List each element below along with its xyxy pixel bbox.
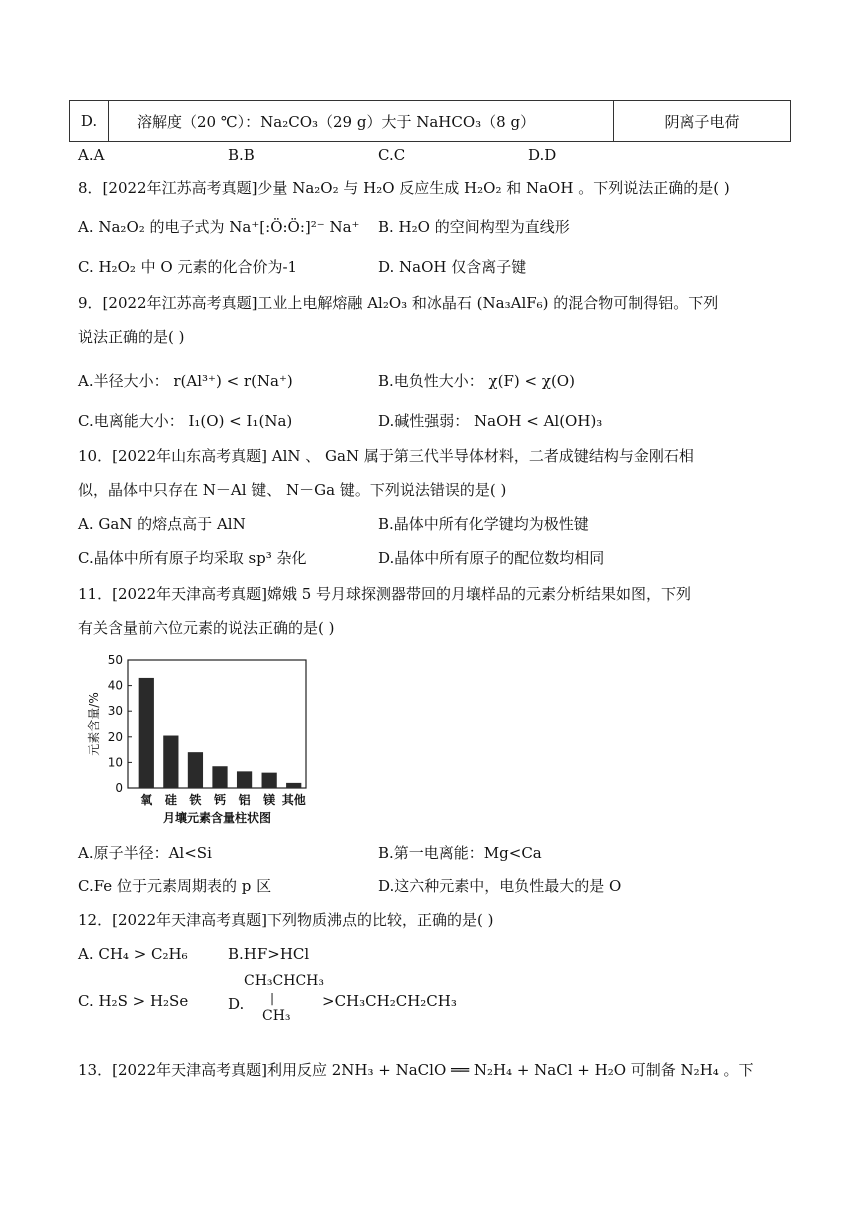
q7-option-c: C.C xyxy=(378,146,406,164)
q13-stem: 13．[2022年天津高考真题]利用反应 2NH₃ + NaClO ══ N₂H₄ + NaCl + H₂O 可制备 N₂H₄ 。下 xyxy=(78,1061,754,1079)
y-tick-label: 20 xyxy=(107,729,123,744)
x-tick-label: 镁 xyxy=(263,793,276,807)
bar-2 xyxy=(188,752,203,788)
q9-option-a: A.半径大小： r(Al³⁺) < r(Na⁺) xyxy=(78,372,293,390)
y-tick-label: 50 xyxy=(107,653,123,667)
q7-option-a: A.A xyxy=(78,146,105,164)
lunar-soil-bar-chart xyxy=(78,650,318,830)
q10-stem-line1: 10．[2022年山东高考真题] AlN 、 GaN 属于第三代半导体材料，二者成键结构与金刚石相 xyxy=(78,447,694,465)
q11-option-a: A.原子半径：Al<Si xyxy=(78,844,212,862)
q12-option-d-branch: CH₃ xyxy=(262,1008,291,1024)
q9-stem-line1: 9．[2022年江苏高考真题]工业上电解熔融 Al₂O₃ 和冰晶石 (Na₃AlF₆) 的混合物可制得铝。下列 xyxy=(78,294,719,312)
x-tick-label: 硅 xyxy=(164,793,177,807)
q8-option-a: A. Na₂O₂ 的电子式为 Na⁺[:Ö:Ö:]²⁻ Na⁺ xyxy=(78,218,360,236)
q12-option-a: A. CH₄ > C₂H₆ xyxy=(78,945,188,963)
bar-6 xyxy=(286,783,301,788)
q12-option-b: B.HF>HCl xyxy=(228,945,310,963)
table-cell-label: D. xyxy=(70,101,109,142)
q11-option-c: C.Fe 位于元素周期表的 p 区 xyxy=(78,877,272,895)
answer-table xyxy=(69,100,791,142)
q9-option-c: C.电离能大小： I₁(O) < I₁(Na) xyxy=(78,412,293,430)
bar-1 xyxy=(163,736,178,788)
x-tick-label: 氧 xyxy=(140,793,153,807)
q12-option-d-chain: CH₃CHCH₃ xyxy=(244,973,324,989)
bar-3 xyxy=(212,766,227,788)
q12-stem: 12．[2022年天津高考真题]下列物质沸点的比较，正确的是( ) xyxy=(78,911,494,929)
bar-5 xyxy=(262,773,277,788)
q7-option-b: B.B xyxy=(228,146,255,164)
x-tick-label: 其他 xyxy=(281,793,306,807)
q10-option-d: D.晶体中所有原子的配位数均相同 xyxy=(378,549,605,567)
x-tick-label: 铁 xyxy=(189,793,202,807)
q10-stem-line2: 似，晶体中只存在 N－Al 键、 N－Ga 键。下列说法错误的是( ) xyxy=(78,481,507,499)
q10-option-a: A. GaN 的熔点高于 AlN xyxy=(78,515,246,533)
y-tick-label: 10 xyxy=(107,755,123,770)
chart-title: 月壤元素含量柱状图 xyxy=(162,811,272,825)
bar-0 xyxy=(139,678,154,788)
q11-stem-line1: 11．[2022年天津高考真题]嫦娥 5 号月球探测器带回的月壤样品的元素分析结果如图，下列 xyxy=(78,585,692,603)
y-tick-label: 30 xyxy=(107,704,123,719)
q9-option-d: D.碱性强弱： NaOH < Al(OH)₃ xyxy=(378,412,603,430)
q11-option-b: B.第一电离能：Mg<Ca xyxy=(378,844,542,862)
q8-stem: 8．[2022年江苏高考真题]少量 Na₂O₂ 与 H₂O 反应生成 H₂O₂ 和 NaOH 。下列说法正确的是( ) xyxy=(78,179,730,197)
q12-option-c: C. H₂S > H₂Se xyxy=(78,992,189,1010)
y-tick-label: 40 xyxy=(107,678,123,693)
q12-option-d-bond: | xyxy=(270,991,275,1005)
q8-option-c: C. H₂O₂ 中 O 元素的化合价为-1 xyxy=(78,258,298,276)
q8-option-d: D. NaOH 仅含离子键 xyxy=(378,258,527,276)
q10-option-b: B.晶体中所有化学键均为极性键 xyxy=(378,515,589,533)
x-tick-label: 铝 xyxy=(238,793,251,807)
q12-option-d-label: D. xyxy=(228,995,245,1013)
table-cell-statement: 溶解度（20 ℃）：Na₂CO₃（29 g）大于 NaHCO₃（8 g） xyxy=(109,101,614,142)
q11-stem-line2: 有关含量前六位元素的说法正确的是( ) xyxy=(78,619,335,637)
q8-option-b: B. H₂O 的空间构型为直线形 xyxy=(378,218,570,236)
q10-option-c: C.晶体中所有原子均采取 sp³ 杂化 xyxy=(78,549,307,567)
table-cell-reason: 阴离子电荷 xyxy=(614,101,791,142)
q7-option-d: D.D xyxy=(528,146,557,164)
q12-option-d-compare: >CH₃CH₂CH₂CH₃ xyxy=(322,992,457,1010)
table-row xyxy=(70,101,791,142)
q9-option-b: B.电负性大小： χ(F) < χ(O) xyxy=(378,372,575,390)
q11-option-d: D.这六种元素中，电负性最大的是 O xyxy=(378,877,622,895)
y-tick-label: 0 xyxy=(115,781,123,795)
y-axis-label: 元素含量/% xyxy=(87,692,101,756)
bar-4 xyxy=(237,771,252,788)
q9-stem-line2: 说法正确的是( ) xyxy=(78,328,185,346)
x-tick-label: 钙 xyxy=(213,793,227,807)
